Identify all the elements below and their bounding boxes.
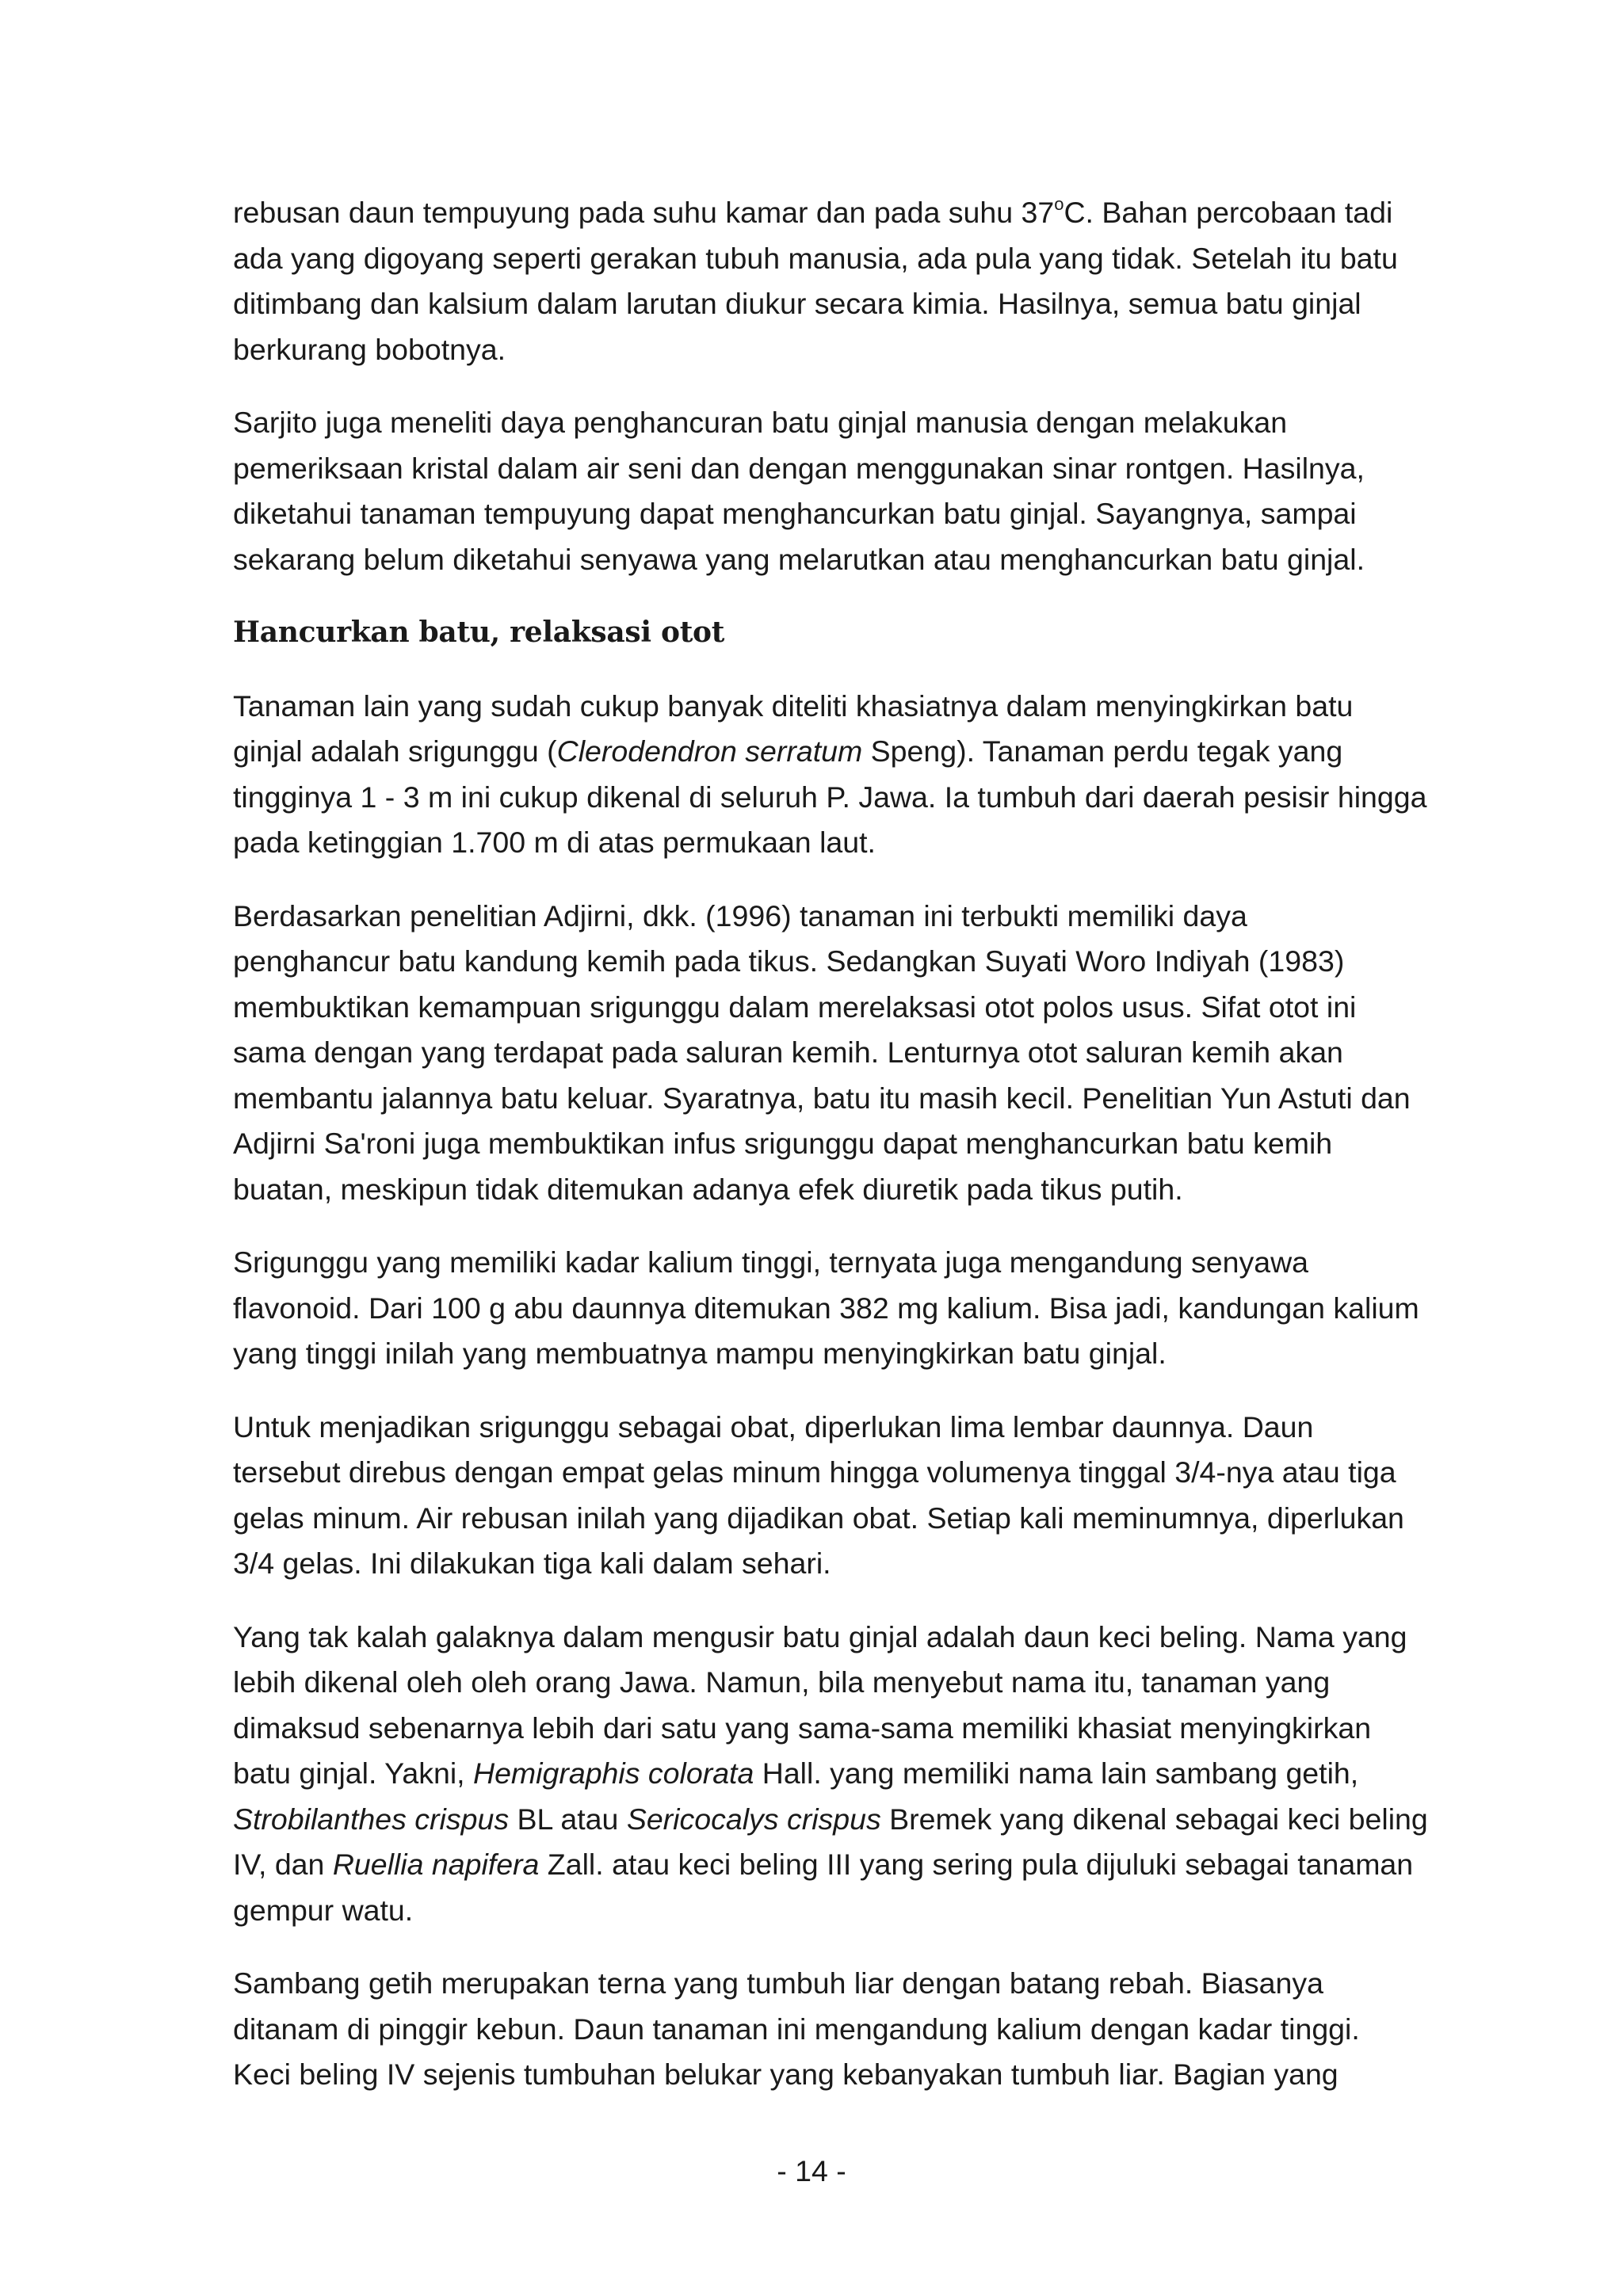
species-name: Hemigraphis colorata (473, 1756, 754, 1790)
text-line: membuktikan kemampuan srigunggu dalam merelaksasi otot polos usus. Sifat otot ini (233, 990, 1357, 1024)
text-line: dimaksud sebenarnya lebih dari satu yang sama-sama memiliki khasiat menyingkirkan (233, 1711, 1372, 1745)
text-line (233, 1842, 1445, 1888)
text-line: berkurang bobotnya. (233, 332, 506, 366)
degree-superscript: o (1054, 194, 1064, 214)
species-name: Clerodendron serratum (556, 734, 863, 768)
text-line: ditimbang dan kalsium dalam larutan diukur secara kimia. Hasilnya, semua batu ginjal (233, 287, 1361, 320)
text-run: batu ginjal. Yakni, (233, 1756, 473, 1790)
text-line: Berdasarkan penelitian Adjirni, dkk. (1996) tanaman ini terbukti memiliki daya (233, 898, 1247, 933)
text-line: Srigunggu yang memiliki kadar kalium tinggi, ternyata juga mengandung senyawa (233, 1245, 1309, 1279)
text-line: ada yang digoyang seperti gerakan tubuh manusia, ada pula yang tidak. Setelah itu batu (233, 241, 1398, 275)
text-run: rebusan daun tempuyung pada suhu kamar dan pada suhu 37 (233, 196, 1055, 229)
text-run: IV, dan (233, 1848, 333, 1881)
paragraph-7 (233, 1615, 1445, 1934)
document-page (233, 190, 1445, 2126)
text-line: gelas minum. Air rebusan inilah yang dijadikan obat. Setiap kali meminumnya, diperlukan (233, 1501, 1404, 1535)
text-line: Keci beling IV sejenis tumbuhan belukar yang kebanyakan tumbuh liar. Bagian yang (233, 2058, 1338, 2091)
species-name: Strobilanthes crispus (233, 1802, 510, 1836)
paragraph-2 (233, 400, 1445, 582)
text-line: ditanam di pinggir kebun. Daun tanaman ini mengandung kalium dengan kadar tinggi. (233, 2012, 1360, 2046)
text-run: Zall. atau keci beling III yang sering pula dijuluki sebagai tanaman (539, 1848, 1414, 1881)
species-name: Sericocalys crispus (626, 1802, 881, 1836)
text-line (233, 1797, 1445, 1843)
text-line: gempur watu. (233, 1893, 414, 1927)
text-line: Tanaman lain yang sudah cukup banyak diteliti khasiatnya dalam menyingkirkan batu (233, 688, 1354, 723)
text-line: tersebut direbus dengan empat gelas minum hingga volumenya tinggal 3/4-nya atau tiga (233, 1455, 1396, 1489)
text-line (233, 729, 1445, 775)
text-line: buatan, meskipun tidak ditemukan adanya efek diuretik pada tikus putih. (233, 1172, 1183, 1206)
text-run: Speng). Tanaman perdu tegak yang (862, 734, 1343, 768)
species-name: Ruellia napifera (332, 1848, 540, 1881)
page-number: - 14 - (777, 2154, 846, 2187)
text-line: Adjirni Sa'roni juga membuktikan infus srigunggu dapat menghancurkan batu kemih (233, 1127, 1333, 1160)
text-line (233, 190, 1445, 236)
text-run: Hall. yang memiliki nama lain sambang getih, (754, 1756, 1359, 1790)
text-line: sekarang belum diketahui senyawa yang melarutkan atau menghancurkan batu ginjal. (233, 542, 1365, 576)
text-line: Sarjito juga meneliti daya penghancuran batu ginjal manusia dengan melakukan (233, 406, 1288, 439)
text-run: BL atau (509, 1802, 627, 1836)
text-line: tingginya 1 - 3 m ini cukup dikenal di seluruh P. Jawa. Ia tumbuh dari daerah pesisir hingga (233, 780, 1427, 814)
section-heading: Hancurkan batu, relaksasi otot (233, 616, 725, 649)
text-line: pada ketinggian 1.700 m di atas permukaan laut. (233, 826, 876, 859)
text-line: pemeriksaan kristal dalam air seni dan dengan menggunakan sinar rontgen. Hasilnya, (233, 451, 1365, 485)
paragraph-1 (233, 190, 1445, 372)
text-line: Sambang getih merupakan terna yang tumbuh liar dengan batang rebah. Biasanya (233, 1966, 1323, 2000)
text-line: penghancur batu kandung kemih pada tikus. Sedangkan Suyati Woro Indiyah (1983) (233, 944, 1345, 978)
paragraph-3 (233, 684, 1445, 866)
text-line: Untuk menjadikan srigunggu sebagai obat, diperlukan lima lembar daunnya. Daun (233, 1409, 1314, 1444)
text-line: 3/4 gelas. Ini dilakukan tiga kali dalam sehari. (233, 1547, 831, 1580)
text-line: yang tinggi inilah yang membuatnya mampu menyingkirkan batu ginjal. (233, 1337, 1167, 1370)
paragraph-6 (233, 1405, 1445, 1587)
text-line: sama dengan yang terdapat pada saluran kemih. Lenturnya otot saluran kemih akan (233, 1035, 1343, 1069)
paragraph-4 (233, 894, 1445, 1213)
text-run: Bremek yang dikenal sebagai keci beling (880, 1802, 1428, 1836)
text-line: diketahui tanaman tempuyung dapat menghancurkan batu ginjal. Sayangnya, sampai (233, 497, 1357, 530)
paragraph-8 (233, 1961, 1445, 2098)
text-line: lebih dikenal oleh oleh orang Jawa. Namun, bila menyebut nama itu, tanaman yang (233, 1665, 1331, 1699)
text-line: flavonoid. Dari 100 g abu daunnya ditemukan 382 mg kalium. Bisa jadi, kandungan kalium (233, 1291, 1419, 1325)
text-line (233, 1751, 1445, 1797)
text-line: membantu jalannya batu keluar. Syaratnya, batu itu masih kecil. Penelitian Yun Astuti dan (233, 1081, 1411, 1115)
text-run: C. Bahan percobaan tadi (1064, 196, 1393, 229)
text-run: ginjal adalah srigunggu ( (233, 734, 557, 768)
text-line: Yang tak kalah galaknya dalam mengusir batu ginjal adalah daun keci beling. Nama yang (233, 1619, 1407, 1653)
paragraph-5 (233, 1240, 1445, 1377)
